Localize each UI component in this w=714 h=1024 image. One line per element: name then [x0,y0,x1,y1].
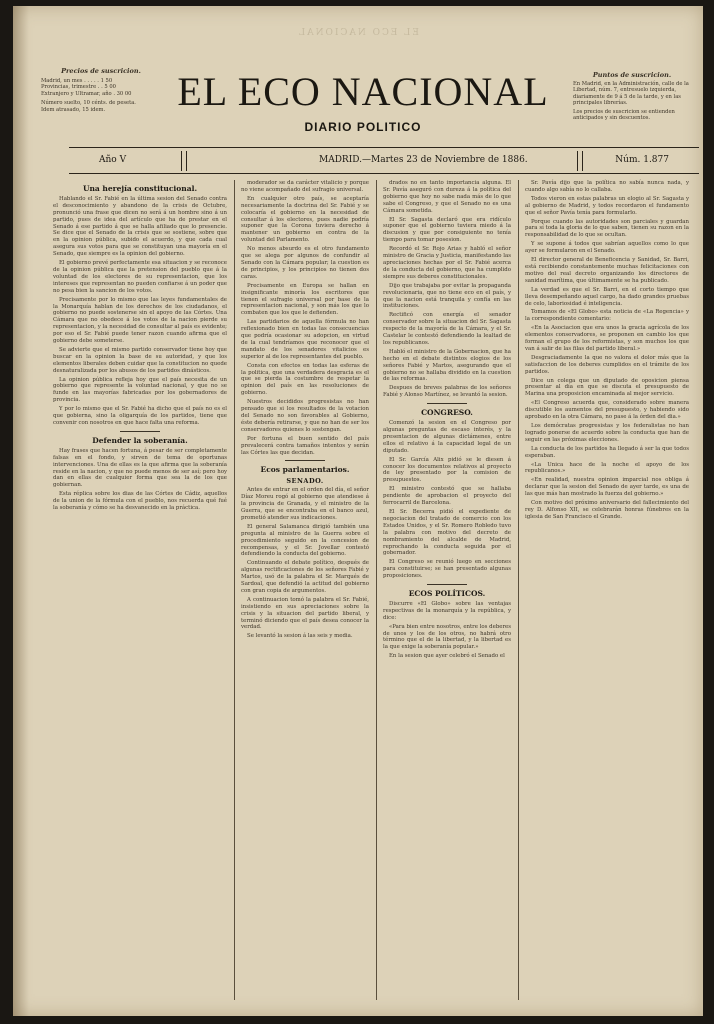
article-paragraph: Rectificó con energía el senador conservador sobre la situacion del Sr. Sagasta respecto de la mayoría de la Cámara, y el Sr. Castelar le contestó defendiendo la lealtad de los republicanos. [383,312,511,346]
article-column-4 [525,180,689,523]
article-paragraph: Por fortuna el buen sentido del país prevalecerá contra tamaños intentos y serán las Córtes las que decidan. [241,435,369,456]
article-paragraph: El Sr. García Alix pidió se le diesen á conocer los documentos relativos al proyecto de ley presentado por la comision de presupuestos. [383,456,511,484]
article-paragraph: Con motivo del próximo aniversario del fallecimiento del rey D. Alfonso XII, se celebrarán honras fúnebres en la iglesia de San Francisco el Grande. [525,500,689,520]
headline-rule [120,431,160,432]
article-paragraph: «En realidad, nuestra opinion imparcial nos obliga á declarar que la sesion del Senado de ayer tarde, es una de las que más han mostrado la fuerza del gobierno.» [525,477,689,498]
article-paragraph: El ministro contestó que se hallaba pendiente de aprobacion el proyecto del ferrocarril de Barcelona. [383,486,511,507]
article-paragraph: Las partidarios de aquella fórmula no han reflexionado bien en todas las consecuencias que podría ocasionar su adopcion, en virtud de la cual tendríamos que reconocer que el mandato de los senadores vitalicios es superior al de los representantes del pueblo. [241,319,369,360]
article-column-2 [241,180,369,642]
article-paragraph: «Para bien entre nosotros, entre los deberes de unos y los de los otros, no habrá otro término que el de la libertad, y la libertad es la que exige la soberanía popular.» [383,623,511,651]
dateline-bar [69,151,699,171]
subscription-price-line: Número suelto, 10 cénts. de peseta. [41,100,136,107]
newspaper-page [13,6,703,1016]
article-paragraph: Despues de breves palabras de los señores Fabié y Alonso Martínez, se levantó la sesion. [383,385,511,399]
headline-rule [427,403,467,404]
article-headline: Una herejía constitucional. [82,184,198,193]
article-paragraph: «En la Asociacion que era unos la gracia agrícola de los elementos conservadores, se proponen en cambio los que forman el grupo de los reformistas, y son muchos los que van á salir de las filas del partido liberal.» [525,325,689,352]
subscription-points [573,72,691,122]
column-divider [376,180,377,1000]
article-paragraph: Se advierte que el mismo partido conservador tiene hoy que buscar en la opinion la base de su autoridad, y que los elementos liberales deben cuidar que la constitucion no quede desnaturalizada por los abusos de los partidos dinásticos. [53,346,227,374]
issue-number: Núm. 1.877 [615,155,669,165]
article-paragraph: Dijo que trabajaba por evitar la propaganda revolucionaria, que no tiene eco en el país, y que la nacion está tranquila y confía en las instituciones. [383,282,511,310]
article-paragraph: drados no en tanto importancia alguna. El Sr. Pavía aseguró con dureza á la política del gobierno que hoy no sabe nada más de lo que sabe el Congreso, y que el Senado no es una Cámara sometida. [383,180,511,214]
article-paragraph: Esta réplica sobre los dias de las Córtes de Cádiz, aquellos de la union de la fórmula con el pueblo, nos recuerda qué fué la soberanía y cómo se ha desvanecido en la práctica. [53,491,227,512]
article-paragraph: El gobierno prevé perfectamente esa situacion y se reconoce de la opinion pública que la pretension del pueblo que á la voluntad de los electores de su representacion, que los intereses que representan no pueden confiarse á un poder que no pesa bien la sancion de los votos. [53,260,227,294]
article-paragraph: Antes de entrar en el orden del día, el señor Díaz Moreu rogó al gobierno que atendiese á la provincia de Granada, y el ministro de la Guerra, que se encontraba en el banco azul, prometió atender sus indicaciones. [241,487,369,521]
dateline-separator [181,151,187,171]
headline-rule [285,460,325,461]
article-paragraph: El general Salamanca dirigió también una pregunta al ministro de la Guerra sobre el procedimiento seguido en la concesion de recompensas, y el Sr. Jovellar contestó defendiendo la conducta del gobierno. [241,523,369,558]
article-paragraph: El Congreso se reunió luego en secciones para constituirse; se han presentado algunas proposiciones. [383,559,511,580]
article-headline: Defender la soberanía. [92,435,188,445]
volume-label: Año V [99,155,127,165]
article-paragraph: «La Unica hace de la noche el apoyo de los republicanos.» [525,461,689,475]
bleed-through-text: EL ECO NACIONAL [297,28,419,38]
subscription-price-line: Idem atrasado, 15 idem. [41,106,106,113]
subscription-point-line: En Madrid, en la Administración, calle de la Libertad, núm. 7, entresuelo izquierda, diariamente de 9 á 5 de la tarde, y en las principales librerías. [573,80,689,106]
article-column-3 [383,180,511,662]
subscription-prices-heading: Precios de suscricion. [61,67,141,75]
headline-rule [427,584,467,585]
newspaper-subtitle: DIARIO POLITICO [304,120,422,134]
column-divider [234,180,235,1000]
article-paragraph: Porque cuando las autoridades son parciales y guardan para sí toda la gloria de lo que saben, tienen su razon en la responsabilidad de lo que se ocultan. [525,218,689,239]
article-paragraph: Continuando el debate político, después de algunas rectificaciones de los señores Fabié y Martos, usó de la palabra el Sr. Marqués de Sardoal, que defendió la actitud del gobierno con gran copia de argumentos. [241,560,369,594]
article-paragraph: Precisamente por lo mismo que las leyes fundamentales de la Monarquía hablan de los derechos de los ciudadanos, el gobierno no puede sostenerse sin el apoyo de las Córtes. Una Cámara que no obedece á los votos de la nacion pierde su representacion, y la necesidad de consultar al país es evidente; por eso el Sr. Fabié puede tener razon cuando afirma que el gobierno debe someterse. [53,296,227,345]
article-paragraph: Desgraciadamente la que no valora el dolor más que la satisfaccion de los deberes cumplidos en el trámite de los partidos. [525,354,689,375]
newspaper-title: EL ECO NACIONAL [177,69,549,114]
article-headline: ECOS POLÍTICOS. [408,589,486,599]
article-paragraph: Comenzó la sesion en el Congreso por algunas preguntas de escaso interés, y la presentacion de algunas dictámenes, entre ellos el relativo á la capacidad legal de un diputado. [383,420,511,454]
article-paragraph: Nuestros decididos progresistas no han pensado que si los resultados de la votacion del Senado no son favorables al Gobierno, éste debería retirarse, y que no han de ser los conservadores quienes lo sostengan. [241,399,369,433]
header-rule-top [69,147,699,148]
article-paragraph: En la sesion que ayer celebró el Senado el [389,653,505,660]
column-divider [518,180,519,1000]
article-column-1 [53,180,227,514]
subscription-price-line: Extranjero y Ultramar, año . 30 00 [41,90,132,97]
subscription-price-line: Provincias, trimestre . . 5 00 [41,84,116,91]
article-paragraph: Hay frases que hacen fortuna, á pesar de ser completamente falsas en el fondo, y sirven de tema de oportunas intervenciones. Una de ellas es la que afirma que la soberanía reside en la nacion, y que no puede menos de ser así; pero hoy dan en ellas de cualquier forma que sea la de los que gobiernan. [53,447,227,489]
article-paragraph: Y por lo mismo que el Sr. Fabié ha dicho que el país no es el que gobierna, sino la oligarquía de los partidos, tiene que convenir con nosotros en que hace falta una reforma. [53,406,227,426]
section-subheading: SENADO. [286,477,324,486]
article-paragraph: No menos absurdo es el otro fundamento que se alega por algunos de confundir al Senado con la Cámara popular; la cuestion es de principios, y los principios no tienen dos caras. [241,246,369,280]
subscription-prices [41,68,161,114]
article-headline: CONGRESO. [421,408,473,418]
dateline-separator [577,151,583,171]
article-paragraph: Precisamente en Europa se hallan en insignificante minoría los escritores que tienen el sufragio universal por base de la representacion nacional, y son más los que lo combaten que los que le defienden. [241,282,369,317]
article-paragraph: Discurre «El Globo» sobre las ventajas respectivas de la monarquía y la república, y dice: [383,600,511,621]
issue-date: MADRID.—Martes 23 de Noviembre de 1886. [319,155,528,165]
article-paragraph: Tomamos de «El Globo» esta noticia de «La Regencia» y la correspondiente comentario: [525,309,689,323]
article-paragraph: Todos vieron en estas palabras un elogio al Sr. Sagasta y al gobierno de Madrid, y todos recordaron el fundamento que el señor Pavía tenía para formularlo. [525,195,689,216]
article-paragraph: Habló el ministro de la Gobernacion, que ha hecho en el debate distintos elogios de los señores Fabié y Martos, asegurando que el gobierno no se hallaba dividido en la cuestion de las reformas. [383,348,511,383]
article-paragraph: La verdad es que el Sr. Barri, en el corto tiempo que lleva desempeñando aquel cargo, ha dado grandes pruebas de celo, laboriosidad é inteligencia. [525,286,689,307]
article-paragraph: Se levantó la sesion á las seis y media. [247,633,353,640]
subscription-price-line: Madrid, un mes . . . . . 1 50 [41,77,113,84]
page-gutter-shadow [13,6,29,1016]
article-paragraph: El Sr. Sagasta declaró que era ridículo suponer que el gobierno tuviera miedo á la discusion y que por consiguiente no tenía tiempo para tomar posesion. [383,216,511,244]
article-paragraph: La opinion pública refleja hoy que el país necesita de un gobierno que represente la voluntad nacional, y que no se funde en las mayorías fabricadas por los gobernadores de provincia. [53,376,227,404]
subscription-point-line: Los precios de suscricion se entienden anticipados y sin descuentos. [573,108,675,121]
article-paragraph: Dice un colega que un diputado de oposicion piensa presentar al día en que se discuta el presupuesto de Marina una proposicion encaminada al mejor servicio. [525,377,689,398]
article-paragraph: moderador se da carácter vitalicio y porque no viene acompañado del sufragio universal. [241,180,369,193]
article-paragraph: Los demócratas progresistas y los federalistas no han logrado ponerse de acuerdo sobre la conducta que han de seguir en las próximas elecciones. [525,423,689,443]
article-paragraph: «El Congreso acuerda que, considerado sobre manera discutible los aumentos del presupuesto, y habiendo sido aprobado en la otra Cámara, no pase á la órden del dia.» [525,400,689,421]
article-headline: Ecos parlamentarios. [260,465,350,475]
article-paragraph: Recordó el Sr. Rojo Arias y habló el señor ministro de Gracia y Justicia, manifestando las apreciaciones hechas por el Sr. Fabié acerca de la conducta del gobierno, que ha cumplido siempre sus deberes constitucionales. [383,246,511,280]
article-paragraph: El director general de Beneficencia y Sanidad, Sr. Barri, está recibiendo constantemente muchas felicitaciones con motivo del real decreto organizando los directores de sanidad marítima, que últimamente se ha publicado. [525,257,689,284]
article-paragraph: Hablando el Sr. Fabié en la última sesion del Senado contra el desconocimiento y abandono de la crisis de Octubre, pronunció una frase que dicen no será á un hombre sino á un partido, pues de idea del artículo que ha de prestar en el Senado á ese partido á que se halla afiliado que lo presencie. Se dice que el Senado de la crisis que se sostiene, sobre que en la opinion pública, subido el acuerdo, y que cada cual asegura sus votos para que se constituyan una mayoría en el Senado, que siempre es la opinion del gobierno. [53,195,227,258]
header-rule-bottom [69,173,699,174]
article-paragraph: Sr. Pavía dijo que la política no sabía nunca nada, y cuando algo sabía no lo callaba. [525,180,689,193]
article-paragraph: En cualquier otro país, se aceptaría necesariamente la doctrina del Sr. Fabié y se colocaría el gobierno en la necesidad de consultar á los electores, pues nadie podría suponer que la Corona tuviera derecho á mantener un gobierno en contra de la voluntad del Parlamento. [241,195,369,244]
article-paragraph: Y se supone á todos que sabrían aquellos como lo que ayer se formularon en el Senado. [525,241,689,255]
article-paragraph: Consta con efectos en todas las esferas de la politica, que una verdadera desgracia es el que se pierda la costumbre de respetar la opinion del país en las resoluciones de gobierno. [241,362,369,397]
article-paragraph: El Sr. Becerra pidió el expediente de negociacion del tratado de comercio con los Estados Unidos, y el Sr. Romero Robledo tuvo la palabra con motivo del decreto de nombramiento del alcalde de Madrid, reprochando la conducta seguida por el gobernador. [383,508,511,557]
subscription-points-heading: Puntos de suscricion. [592,71,672,79]
article-paragraph: La conducta de los partidos ha llegado á ser la que todos esperaban. [525,445,689,459]
article-paragraph: A continuacion tomó la palabra el Sr. Fabié, insistiendo en sus apreciaciones sobre la crisis y la situacion del partido liberal, y terminó diciendo que el país desea conocer la verdad. [241,596,369,631]
